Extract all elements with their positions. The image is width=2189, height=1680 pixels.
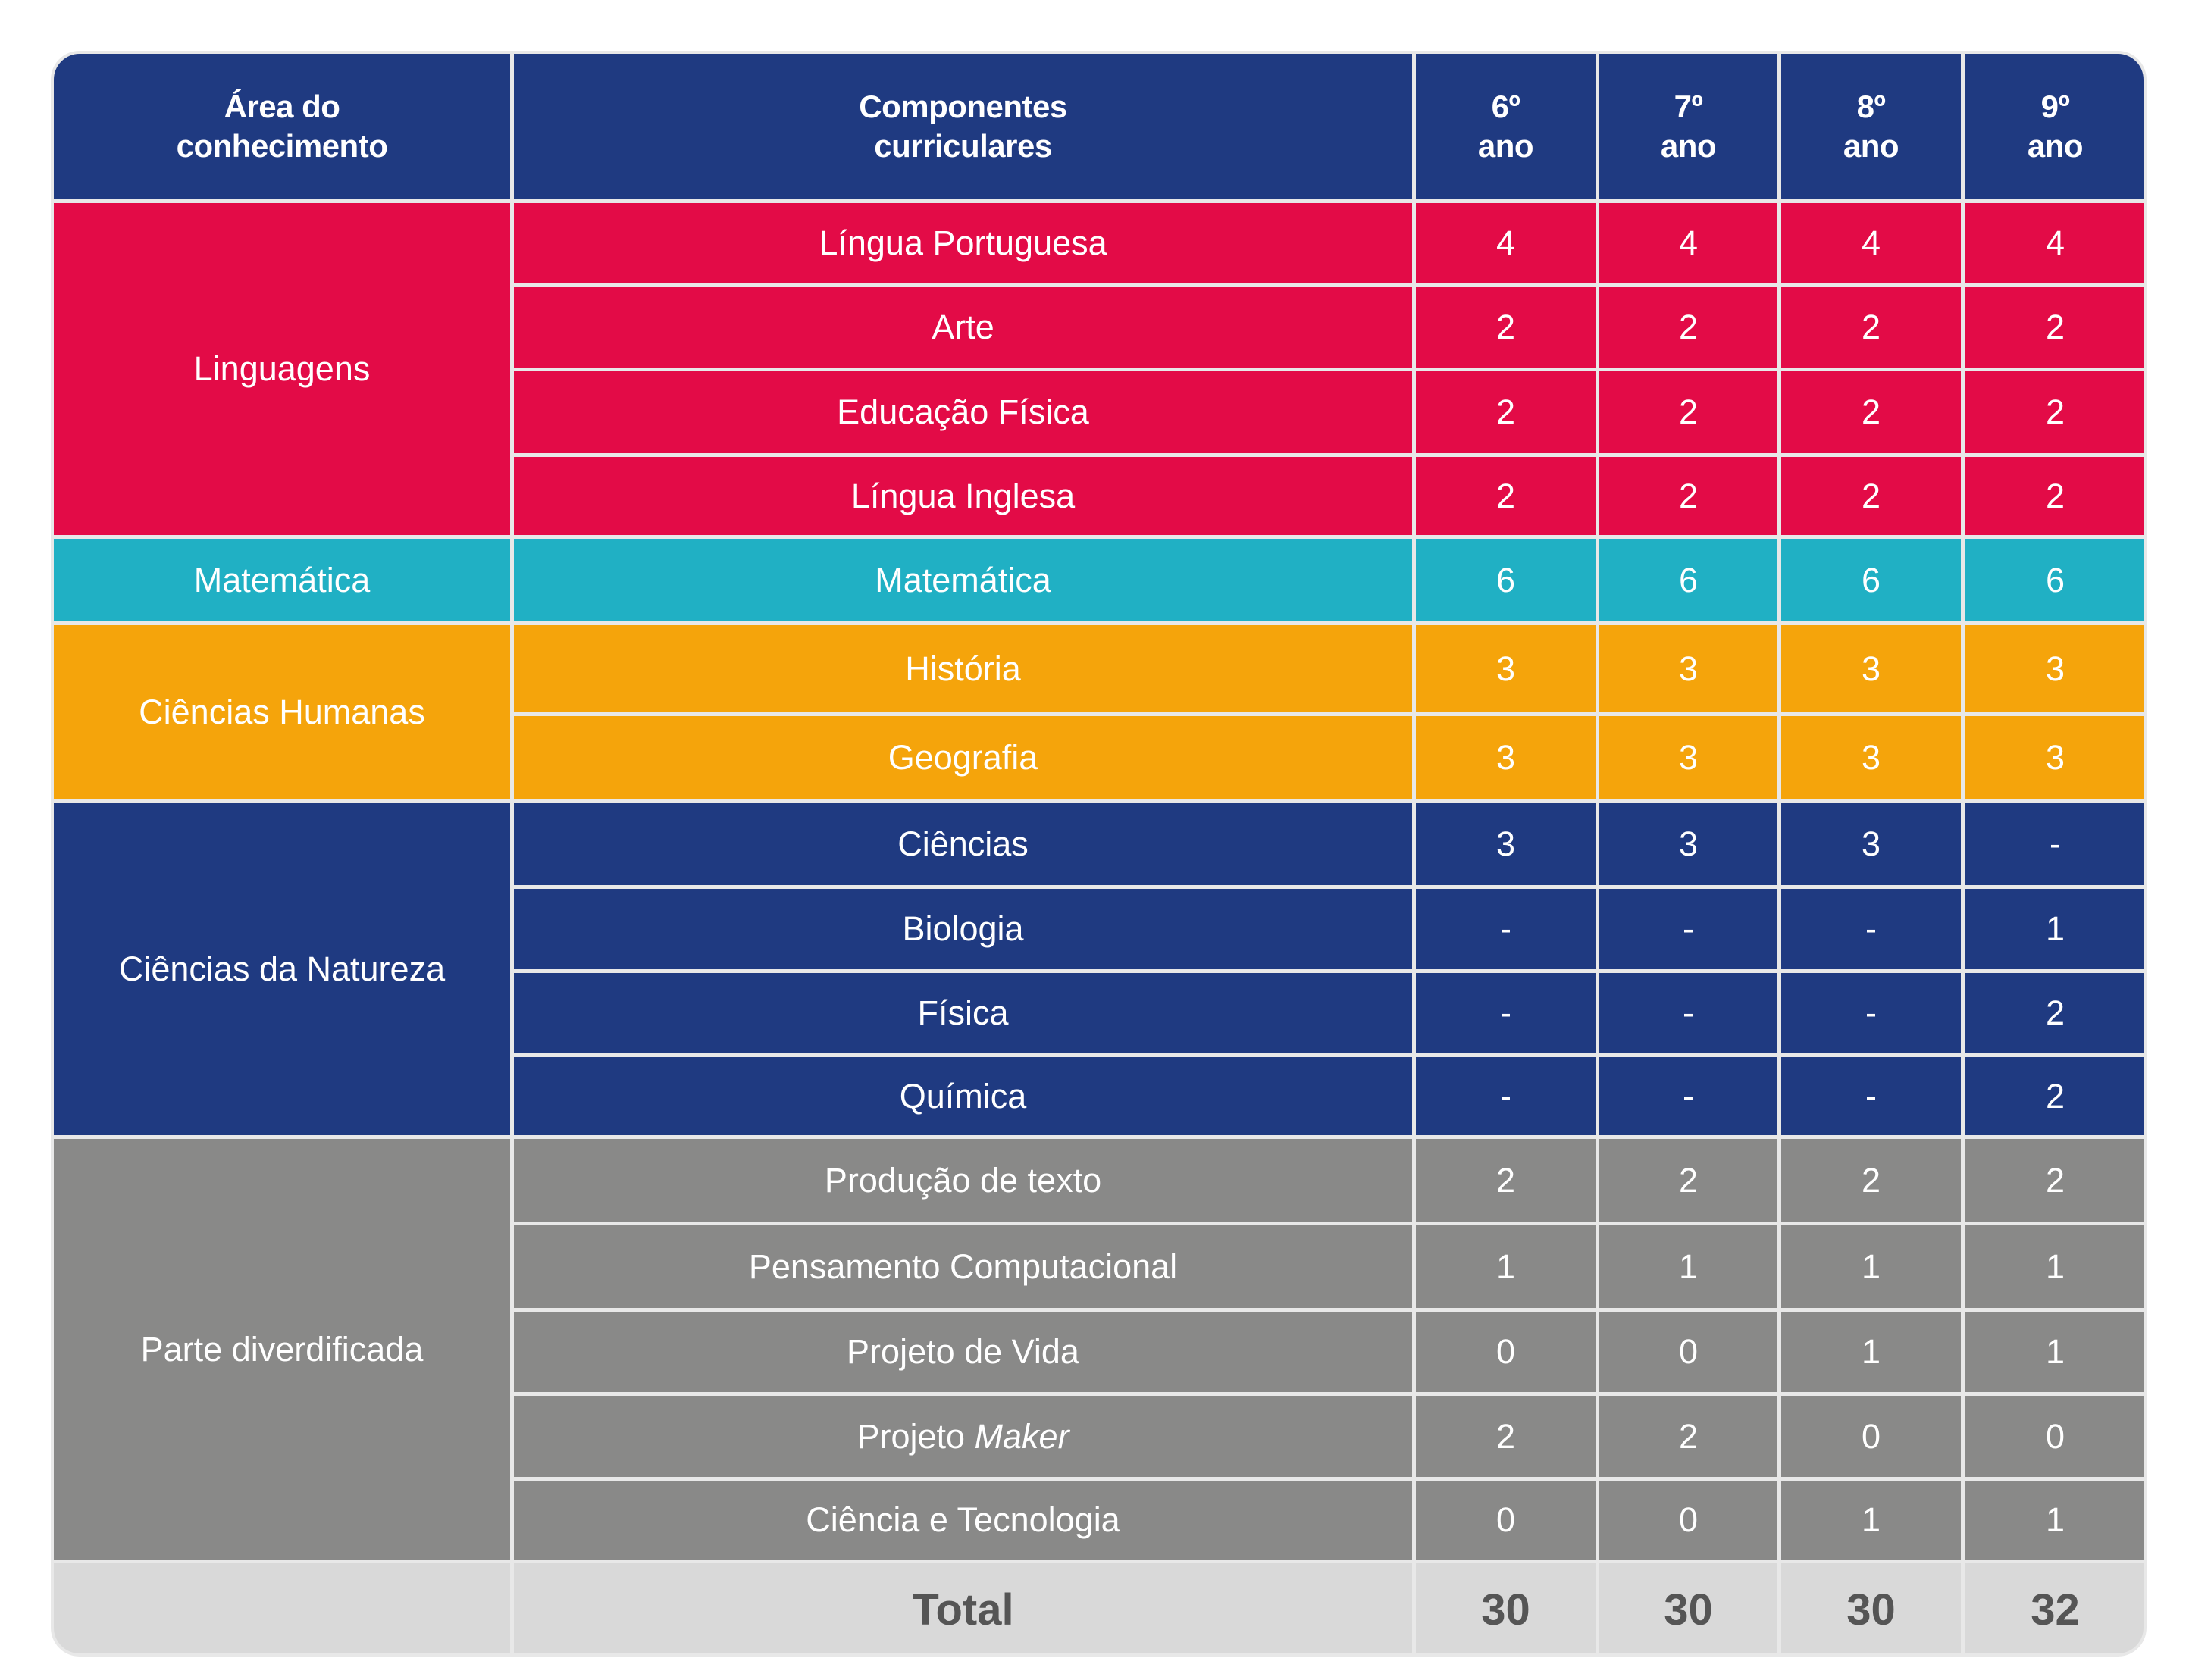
header-area-line-2: conhecimento [176, 128, 388, 164]
hours-value: 2 [2045, 1076, 2065, 1115]
hours-cell [1965, 625, 2144, 712]
component-cell [514, 1057, 1412, 1135]
area-name: Ciências da Natureza [118, 949, 446, 989]
hours-cell [1599, 625, 1777, 712]
total-value-cell [1416, 1563, 1596, 1653]
hours-value: - [1865, 909, 1877, 949]
hours-cell [1781, 1396, 1961, 1477]
hours-cell [1781, 716, 1961, 799]
hours-cell [1965, 889, 2144, 969]
hours-value: 2 [2045, 476, 2065, 515]
hours-cell [1416, 973, 1596, 1053]
component-name: Física [917, 993, 1009, 1033]
hours-cell [1416, 371, 1596, 453]
hours-cell [1599, 889, 1777, 969]
component-cell [514, 973, 1412, 1053]
hours-cell [1416, 889, 1596, 969]
hours-value: 2 [1495, 393, 1516, 432]
hours-value: 2 [1678, 1160, 1699, 1200]
hours-cell [1965, 539, 2144, 621]
hours-cell [1781, 287, 1961, 368]
component-name: Química [899, 1076, 1027, 1115]
area-cell [54, 1139, 510, 1560]
hours-value: 2 [2045, 1160, 2065, 1200]
component-name: Produção de texto [824, 1160, 1102, 1200]
hours-value: 0 [1678, 1332, 1699, 1372]
hours-cell [1416, 203, 1596, 283]
hours-cell [1965, 1396, 2144, 1477]
component-name: Projeto de Vida [847, 1332, 1079, 1372]
total-value: 30 [1481, 1585, 1530, 1635]
component-name: Geografia [888, 738, 1038, 777]
hours-cell [1416, 1225, 1596, 1308]
curriculum-grid [54, 54, 2144, 1653]
component-name: Matemática [875, 560, 1051, 599]
hours-value: - [1500, 993, 1511, 1033]
hours-value: 1 [1495, 1247, 1516, 1286]
hours-cell [1781, 625, 1961, 712]
hours-value: 3 [1678, 738, 1699, 777]
component-cell [514, 287, 1412, 368]
hours-cell [1599, 1481, 1777, 1560]
hours-value: 3 [1678, 649, 1699, 688]
hours-cell [1781, 973, 1961, 1053]
component-cell [514, 716, 1412, 799]
hours-cell [1965, 973, 2144, 1053]
area-name: Linguagens [193, 349, 371, 389]
component-name: Projeto [856, 1416, 975, 1456]
hours-value: 3 [1495, 738, 1516, 777]
hours-cell [1965, 1481, 2144, 1560]
hours-cell [1416, 287, 1596, 368]
hours-value: 1 [2045, 1500, 2065, 1540]
hours-value: 2 [2045, 393, 2065, 432]
hours-value: 1 [1861, 1332, 1881, 1372]
hours-cell [1416, 1139, 1596, 1222]
header-year-7 [1599, 54, 1777, 199]
hours-value: - [1683, 993, 1694, 1033]
header-year-7-label: ano [1660, 128, 1717, 164]
hours-cell [1599, 1225, 1777, 1308]
hours-value: 2 [1678, 476, 1699, 515]
hours-cell [1416, 625, 1596, 712]
hours-cell [1965, 1225, 2144, 1308]
curriculum-table [51, 51, 2147, 1657]
hours-cell [1416, 1057, 1596, 1135]
header-year-6-label: ano [1477, 128, 1534, 164]
header-year-6-number: 6º [1491, 89, 1520, 124]
component-cell [514, 203, 1412, 283]
component-name: História [905, 649, 1021, 688]
hours-cell [1781, 803, 1961, 885]
hours-cell [1416, 1396, 1596, 1477]
hours-value: - [1683, 909, 1694, 949]
header-year-8 [1781, 54, 1961, 199]
total-value-cell [1599, 1563, 1777, 1653]
hours-cell [1599, 1396, 1777, 1477]
area-name: Ciências Humanas [139, 693, 425, 732]
area-name: Matemática [193, 560, 371, 599]
header-year-8-number: 8º [1856, 89, 1886, 124]
hours-value: 0 [1678, 1500, 1699, 1540]
header-componentes-line-2: curriculares [874, 128, 1052, 164]
hours-cell [1599, 973, 1777, 1053]
component-name: Língua Inglesa [850, 476, 1076, 515]
total-value: 30 [1846, 1585, 1896, 1635]
hours-value: 4 [1495, 224, 1516, 263]
hours-value: 6 [1861, 560, 1881, 599]
hours-value: - [1865, 1076, 1877, 1115]
header-area [54, 54, 510, 199]
component-cell [514, 539, 1412, 621]
component-cell [514, 1481, 1412, 1560]
hours-cell [1599, 371, 1777, 453]
hours-value: 2 [2045, 993, 2065, 1033]
hours-cell [1781, 371, 1961, 453]
component-name: Pensamento Computacional [748, 1247, 1178, 1286]
component-name: Arte [932, 308, 994, 347]
component-cell [514, 625, 1412, 712]
header-year-6 [1416, 54, 1596, 199]
hours-cell [1781, 457, 1961, 535]
hours-value: 3 [1861, 824, 1881, 864]
hours-value: 2 [1678, 308, 1699, 347]
header-year-7-number: 7º [1674, 89, 1703, 124]
area-cell [54, 625, 510, 799]
hours-value: 2 [2045, 308, 2065, 347]
hours-cell [1599, 716, 1777, 799]
header-area-line-1: Área do [224, 89, 340, 124]
hours-value: 2 [1678, 393, 1699, 432]
header-componentes-line-1: Componentes [859, 89, 1067, 124]
hours-value: 1 [2045, 1332, 2065, 1372]
hours-cell [1781, 1312, 1961, 1392]
total-value-cell [1781, 1563, 1961, 1653]
total-value-cell [1965, 1563, 2144, 1653]
hours-cell [1599, 1139, 1777, 1222]
hours-value: 3 [1678, 824, 1699, 864]
hours-value: 6 [1678, 560, 1699, 599]
hours-cell [1965, 1312, 2144, 1392]
hours-cell [1781, 1057, 1961, 1135]
header-year-9-label: ano [2027, 128, 2084, 164]
hours-value: - [1683, 1076, 1694, 1115]
hours-value: 2 [1861, 393, 1881, 432]
hours-value: 4 [1678, 224, 1699, 263]
hours-cell [1965, 371, 2144, 453]
hours-value: 1 [1861, 1247, 1881, 1286]
hours-value: 2 [1495, 1160, 1516, 1200]
hours-value: 0 [1495, 1332, 1516, 1372]
hours-value: 2 [1861, 476, 1881, 515]
hours-value: 3 [1495, 649, 1516, 688]
area-cell [54, 203, 510, 535]
hours-value: 2 [1495, 308, 1516, 347]
hours-cell [1965, 1139, 2144, 1222]
total-value: 30 [1664, 1585, 1713, 1635]
hours-value: - [2050, 824, 2061, 864]
hours-value: 3 [1861, 649, 1881, 688]
hours-cell [1599, 457, 1777, 535]
hours-cell [1599, 203, 1777, 283]
component-cell [514, 803, 1412, 885]
area-cell [54, 539, 510, 621]
component-name-italic: Maker [974, 1416, 1069, 1456]
hours-cell [1599, 1057, 1777, 1135]
header-componentes [514, 54, 1412, 199]
hours-cell [1781, 1139, 1961, 1222]
hours-cell [1965, 803, 2144, 885]
total-area-cell [54, 1563, 510, 1653]
hours-cell [1416, 1312, 1596, 1392]
total-label-cell [514, 1563, 1412, 1653]
hours-value: - [1865, 993, 1877, 1033]
hours-cell [1965, 287, 2144, 368]
hours-cell [1416, 1481, 1596, 1560]
hours-cell [1781, 1481, 1961, 1560]
hours-value: 2 [1495, 476, 1516, 515]
total-label: Total [912, 1585, 1014, 1635]
component-name: Educação Física [837, 393, 1089, 432]
hours-value: 0 [1495, 1500, 1516, 1540]
hours-value: 1 [2045, 909, 2065, 949]
hours-cell [1781, 889, 1961, 969]
component-cell [514, 1396, 1412, 1477]
area-name: Parte diverdificada [140, 1329, 424, 1369]
hours-value: 2 [1861, 308, 1881, 347]
hours-cell [1416, 539, 1596, 621]
component-name: Ciência e Tecnologia [806, 1500, 1120, 1540]
hours-cell [1599, 539, 1777, 621]
hours-cell [1965, 1057, 2144, 1135]
hours-value: - [1500, 909, 1511, 949]
component-name: Biologia [902, 909, 1024, 949]
hours-cell [1599, 287, 1777, 368]
hours-value: 3 [2045, 738, 2065, 777]
header-year-9-number: 9º [2040, 89, 2070, 124]
hours-cell [1781, 1225, 1961, 1308]
total-value: 32 [2031, 1585, 2080, 1635]
hours-cell [1416, 457, 1596, 535]
hours-cell [1965, 716, 2144, 799]
component-name: Ciências [897, 824, 1029, 864]
hours-value: 3 [1861, 738, 1881, 777]
component-cell [514, 1139, 1412, 1222]
hours-cell [1416, 716, 1596, 799]
hours-value: 2 [1861, 1160, 1881, 1200]
hours-cell [1965, 457, 2144, 535]
hours-value: 2 [1678, 1416, 1699, 1456]
header-year-8-label: ano [1843, 128, 1899, 164]
component-cell [514, 1312, 1412, 1392]
hours-value: - [1500, 1076, 1511, 1115]
hours-value: 1 [2045, 1247, 2065, 1286]
hours-value: 3 [2045, 649, 2065, 688]
component-cell [514, 457, 1412, 535]
component-cell [514, 371, 1412, 453]
hours-cell [1781, 539, 1961, 621]
hours-value: 0 [1861, 1416, 1881, 1456]
hours-value: 3 [1495, 824, 1516, 864]
hours-value: 0 [2045, 1416, 2065, 1456]
hours-cell [1416, 803, 1596, 885]
component-cell [514, 1225, 1412, 1308]
hours-value: 2 [1495, 1416, 1516, 1456]
hours-value: 6 [2045, 560, 2065, 599]
hours-value: 4 [1861, 224, 1881, 263]
hours-cell [1599, 1312, 1777, 1392]
hours-value: 6 [1495, 560, 1516, 599]
component-name: Língua Portuguesa [819, 224, 1107, 263]
hours-value: 4 [2045, 224, 2065, 263]
header-year-9 [1965, 54, 2144, 199]
hours-value: 1 [1861, 1500, 1881, 1540]
component-cell [514, 889, 1412, 969]
hours-cell [1965, 203, 2144, 283]
area-cell [54, 803, 510, 1135]
hours-cell [1599, 803, 1777, 885]
hours-value: 1 [1678, 1247, 1699, 1286]
hours-cell [1781, 203, 1961, 283]
